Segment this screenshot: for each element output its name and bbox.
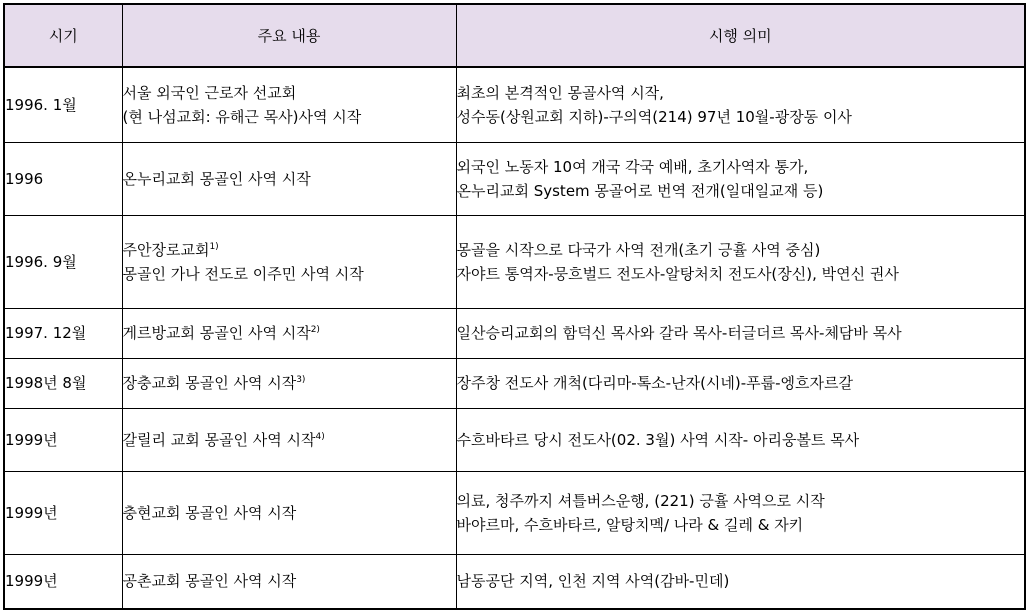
content-cell xyxy=(122,142,456,215)
content-line-text: 주안장로교회 xyxy=(122,240,210,259)
meaning-line: 최초의 본격적인 몽골사역 시작, xyxy=(456,83,664,102)
content-line: 몽골인 가나 전도로 이주민 사역 시작 xyxy=(122,264,364,283)
content-cell xyxy=(122,471,456,554)
period-cell: 1999년 xyxy=(4,408,122,471)
content-cell xyxy=(122,408,456,471)
table-row xyxy=(4,408,1025,471)
content-line-text: 갈릴리 교회 몽골인 사역 시작 xyxy=(122,430,316,449)
content-line xyxy=(123,428,456,452)
content-cell xyxy=(122,67,456,142)
meaning-cell xyxy=(456,554,1025,609)
period-cell: 1999년 xyxy=(4,554,122,609)
period-cell: 1996 xyxy=(4,142,122,215)
content-line: 서울 외국인 근로자 선교회 xyxy=(122,83,297,102)
meaning-line: 남동공단 지역, 인천 지역 사역(감바-민데) xyxy=(456,572,730,591)
content-cell xyxy=(122,554,456,609)
footnote-marker: 1) xyxy=(209,241,219,252)
meaning-line: 온누리교회 System 몽골어로 번역 전개(일대일교재 등) xyxy=(456,181,824,200)
content-cell xyxy=(122,308,456,358)
footnote-marker: 2) xyxy=(310,325,320,335)
period-cell: 1996. 1월 xyxy=(4,67,122,142)
table-row xyxy=(4,308,1025,358)
meaning-line: 의료, 청주까지 셔틀버스운행, (221) 긍휼 사역으로 시작 xyxy=(456,491,825,510)
content-line: 온누리교회 몽골인 사역 시작 xyxy=(122,169,311,188)
header-meaning: 시행 의미 xyxy=(456,4,1025,67)
meaning-line: 자야트 통역자-뭉흐벌드 전도사-알탕처치 전도사(장신), 박연신 권사 xyxy=(456,264,899,283)
meaning-cell xyxy=(456,358,1025,408)
meaning-cell xyxy=(456,142,1025,215)
period-cell: 1998년 8월 xyxy=(4,358,122,408)
header-period: 시기 xyxy=(4,4,122,67)
table-row xyxy=(4,471,1025,554)
table-row xyxy=(4,215,1025,308)
meaning-cell xyxy=(456,471,1025,554)
meaning-line: 장주창 전도사 개척(다리마-톡소-난자(시네)-푸룹-엥흐자르갈 xyxy=(456,374,854,392)
table-row xyxy=(4,358,1025,408)
header-content: 주요 내용 xyxy=(122,4,456,67)
meaning-line: 수흐바타르 당시 전도사(02. 3월) 사역 시작- 아리웅볼트 목사 xyxy=(456,430,860,449)
meaning-cell xyxy=(456,67,1025,142)
meaning-cell xyxy=(456,408,1025,471)
table-row xyxy=(4,67,1025,142)
content-line xyxy=(123,321,456,345)
footnote-marker: 4) xyxy=(315,431,325,442)
meaning-cell xyxy=(456,215,1025,308)
meaning-line: 바야르마, 수흐바타르, 알탕치멕/ 나라 & 길레 & 자키 xyxy=(456,515,804,534)
mission-history-table xyxy=(3,3,1026,610)
content-line: 충현교회 몽골인 사역 시작 xyxy=(122,503,297,522)
meaning-line: 외국인 노동자 10여 개국 각국 예배, 초기사역자 통가, xyxy=(456,157,809,176)
header-row xyxy=(4,4,1025,67)
content-cell xyxy=(122,358,456,408)
table-row xyxy=(4,142,1025,215)
meaning-line: 성수동(상원교회 지하)-구의역(214) 97년 10월-광장동 이사 xyxy=(456,107,852,126)
period-cell: 1996. 9월 xyxy=(4,215,122,308)
content-line xyxy=(123,371,456,395)
content-line: (현 나섬교회: 유해근 목사)사역 시작 xyxy=(122,107,362,126)
content-line-text: 게르방교회 몽골인 사역 시작 xyxy=(122,324,311,342)
meaning-cell xyxy=(456,308,1025,358)
content-line xyxy=(123,238,456,262)
period-cell: 1997. 12월 xyxy=(4,308,122,358)
meaning-line: 일산승리교회의 함덕신 목사와 갈라 목사-터글더르 목사-체담바 목사 xyxy=(456,324,902,342)
content-line-text: 장충교회 몽골인 사역 시작 xyxy=(122,374,297,392)
content-line: 공촌교회 몽골인 사역 시작 xyxy=(122,572,297,591)
meaning-line: 몽골을 시작으로 다국가 사역 전개(초기 긍휼 사역 중심) xyxy=(456,240,821,259)
period-cell: 1999년 xyxy=(4,471,122,554)
content-cell xyxy=(122,215,456,308)
footnote-marker: 3) xyxy=(296,375,306,385)
table-row xyxy=(4,554,1025,609)
